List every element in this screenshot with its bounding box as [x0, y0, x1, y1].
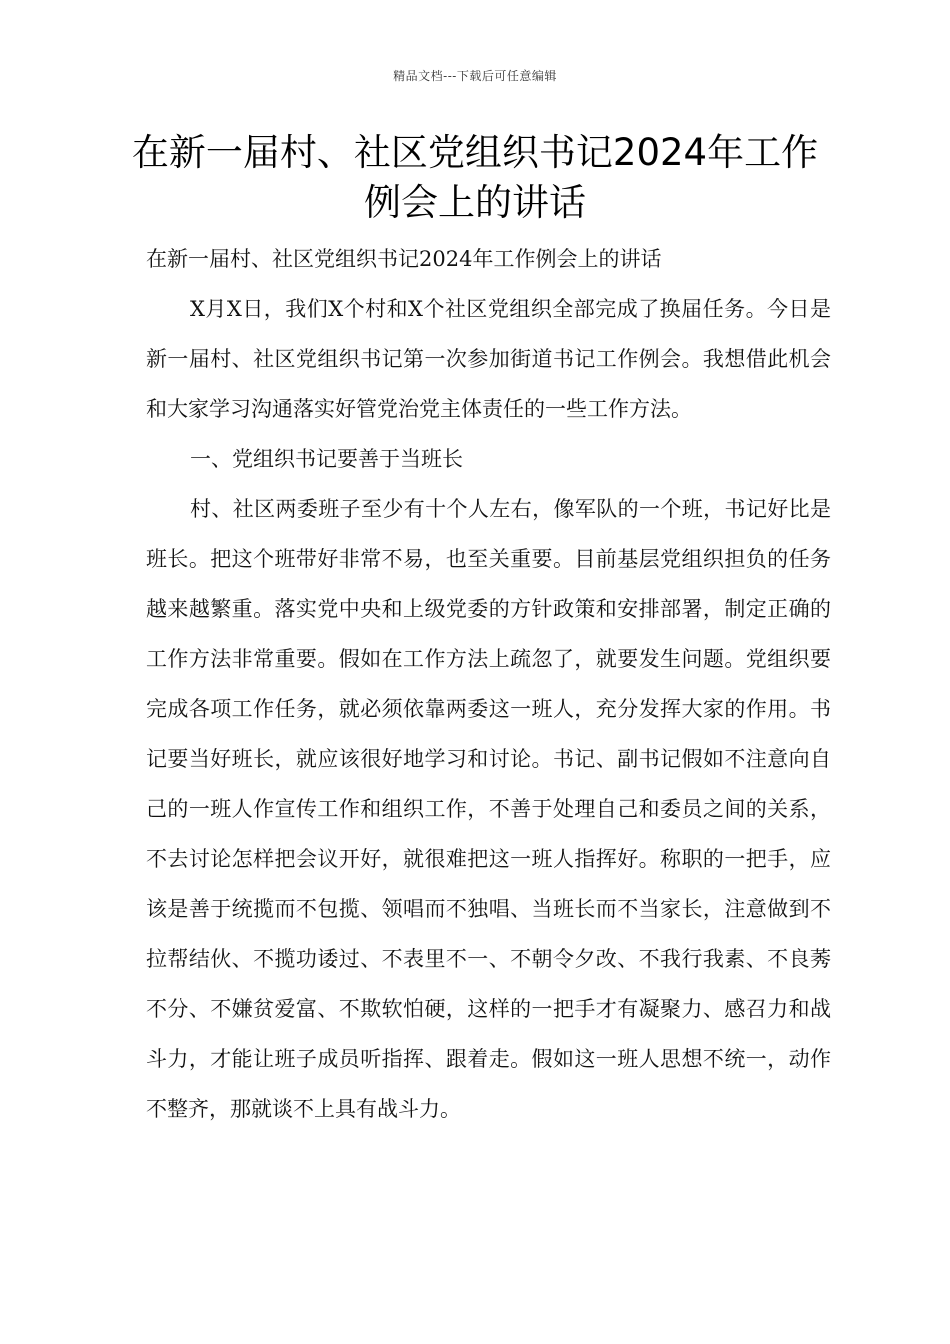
intro-paragraph: X月X日，我们X个村和X个社区党组织全部完成了换届任务。今日是新一届村、社区党组织书记第一次参加街道书记工作例会。我想借此机会和大家学习沟通落实好管党治党主体责任的一些工作方法。 [146, 297, 831, 421]
section-heading: 一、党组织书记要善于当班长 [190, 447, 463, 471]
header-note: 精品文档---下载后可任意编辑 [393, 69, 557, 83]
subtitle-paragraph: 在新一届村、社区党组织书记2024年工作例会上的讲话 [146, 247, 662, 271]
document-title: 在新一届村、社区党组织书记2024年工作例会上的讲话 [131, 131, 819, 224]
section-paragraph: 村、社区两委班子至少有十个人左右，像军队的一个班，书记好比是班长。把这个班带好非常不易，也至关重要。目前基层党组织担负的任务越来越繁重。落实党中央和上级党委的方针政策和安排部署，制定正确的工作方法非常重要。假如在工作方法上疏忽了，就要发生问题。党组织要完成各项工作任务，就必须依靠两委这一班人，充分发挥大家的作用。书记要当好班长，就应该很好地学习和讨论。书记、副书记假如不注意向自己的一班人作宣传工作和组织工作，不善于处理自己和委员之间的关系，不去讨论怎样把会议开好，就很难把这一班人指挥好。称职的一把手，应该是善于统揽而不包揽、领唱而不独唱、当班长而不当家长，注意做到不拉帮结伙、不揽功诿过、不表里不一、不朝令夕改、不我行我素、不良莠不分、不嫌贫爱富、不欺软怕硬，这样的一把手才有凝聚力、感召力和战斗力，才能让班子成员听指挥、跟着走。假如这一班人思想不统一，动作不整齐，那就谈不上具有战斗力。 [146, 497, 831, 1121]
document-body [146, 234, 831, 1134]
